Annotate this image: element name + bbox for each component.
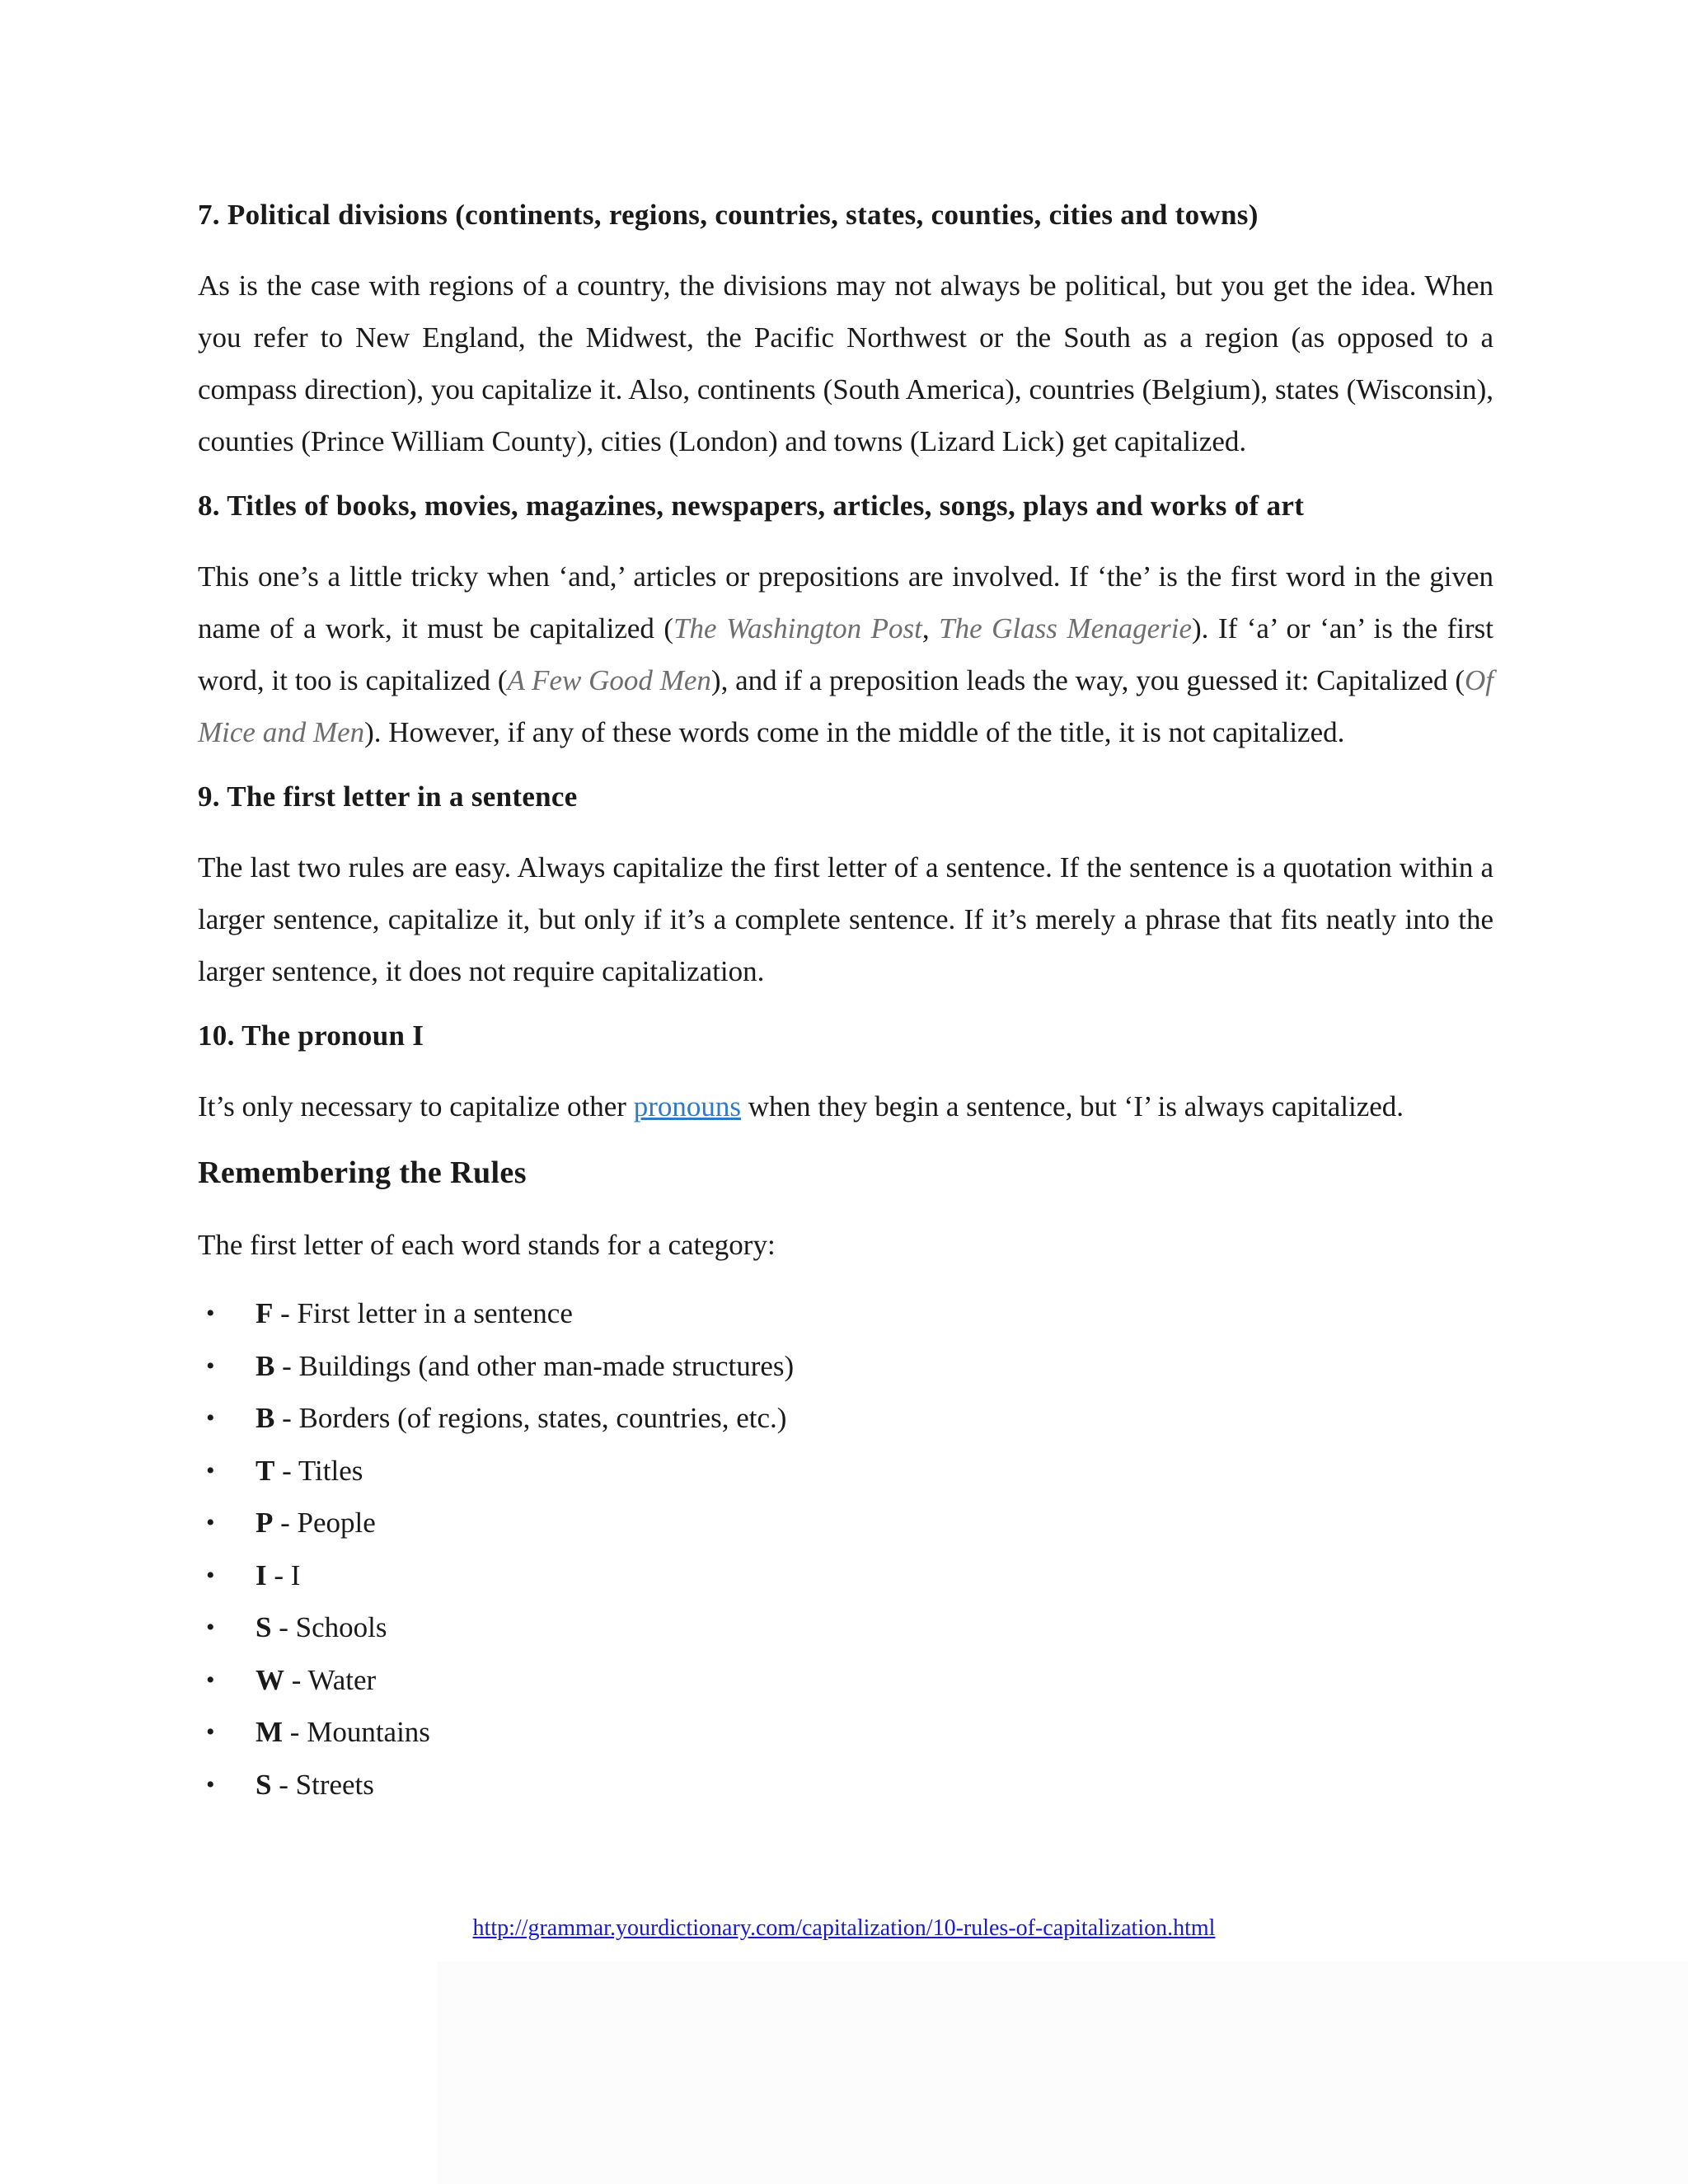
bullet-icon: • bbox=[206, 1300, 215, 1327]
bullet-icon: • bbox=[206, 1718, 215, 1746]
list-item-letter: S bbox=[256, 1611, 272, 1643]
page-shade bbox=[437, 1961, 1688, 2184]
section-8-text: ). However, if any of these words come in the middle of the title, it is not capitalized. bbox=[364, 716, 1345, 748]
list-item-text: - Schools bbox=[271, 1611, 387, 1643]
list-item-text: - Mountains bbox=[283, 1716, 430, 1748]
title-glass-menagerie: The Glass Menagerie bbox=[939, 612, 1193, 644]
list-item-letter: F bbox=[256, 1297, 274, 1329]
list-item-text: - First letter in a sentence bbox=[273, 1297, 573, 1329]
bullet-icon: • bbox=[206, 1666, 215, 1694]
list-item-text: - Streets bbox=[271, 1768, 374, 1801]
section-8-separator: , bbox=[921, 612, 940, 644]
list-item bbox=[198, 1392, 1493, 1445]
title-of-mice-and-men: Of Mice and Men bbox=[198, 664, 1493, 748]
bullet-icon: • bbox=[206, 1614, 215, 1641]
bullet-icon: • bbox=[206, 1352, 215, 1380]
bullet-icon: • bbox=[206, 1404, 215, 1432]
section-8-text: This one’s a little tricky when ‘and,’ articles or prepositions are involved. If ‘the’ is the first word in the given name of a work, it must be capitalized ( bbox=[198, 560, 1493, 644]
list-item-letter: B bbox=[256, 1349, 275, 1382]
list-item-letter: B bbox=[256, 1402, 275, 1434]
list-item bbox=[198, 1601, 1493, 1654]
bullet-icon: • bbox=[206, 1509, 215, 1536]
list-item-text: - Titles bbox=[274, 1454, 363, 1487]
source-line bbox=[0, 1915, 1688, 1942]
list-item-letter: M bbox=[256, 1716, 284, 1748]
list-item bbox=[198, 1497, 1493, 1549]
pronouns-link[interactable]: pronouns bbox=[633, 1090, 741, 1122]
title-washington-post: The Washington Post bbox=[673, 612, 922, 644]
list-item-letter: T bbox=[256, 1454, 275, 1487]
list-item-text: - I bbox=[266, 1558, 301, 1591]
section-8-text: ). If ‘a’ or ‘an’ is the first word, it too is capitalized ( bbox=[198, 612, 1493, 696]
source-link[interactable]: http://grammar.yourdictionary.com/capitalization/10-rules-of-capitalization.html bbox=[472, 1915, 1216, 1941]
title-few-good-men: A Few Good Men bbox=[507, 664, 711, 696]
section-8-body bbox=[198, 551, 1493, 758]
section-7-heading: 7. Political divisions (continents, regions, countries, states, counties, cities and towns) bbox=[198, 199, 1259, 231]
list-item-text: - Borders (of regions, states, countries, etc.) bbox=[274, 1402, 787, 1434]
list-item bbox=[198, 1340, 1493, 1393]
remembering-intro: The first letter of each word stands for a category: bbox=[198, 1229, 776, 1261]
list-item-letter: I bbox=[256, 1558, 267, 1591]
remembering-heading: Remembering the Rules bbox=[198, 1155, 527, 1190]
list-item-text: - Buildings (and other man-made structures) bbox=[274, 1349, 795, 1382]
section-10-text: It’s only necessary to capitalize other bbox=[198, 1090, 634, 1122]
list-item-text: - Water bbox=[284, 1663, 377, 1696]
list-item-letter: W bbox=[256, 1663, 284, 1696]
section-9-body: The last two rules are easy. Always capitalize the first letter of a sentence. If the sentence is a quotation within a larger sentence, capitalize it, but only if it’s a complete sentence. If it’s merely a phrase that fits neatly into the larger sentence, it does not require capitalization. bbox=[198, 851, 1493, 987]
list-item bbox=[198, 1445, 1493, 1497]
bullet-icon: • bbox=[206, 1561, 215, 1589]
list-item bbox=[198, 1549, 1493, 1602]
list-item bbox=[198, 1759, 1493, 1811]
document-body bbox=[198, 196, 1493, 1811]
list-item-letter: P bbox=[256, 1507, 274, 1539]
section-10-heading: 10. The pronoun I bbox=[198, 1019, 424, 1052]
section-9-heading: 9. The first letter in a sentence bbox=[198, 780, 578, 813]
list-item bbox=[198, 1287, 1493, 1340]
list-item bbox=[198, 1706, 1493, 1759]
list-item-text: - People bbox=[273, 1507, 376, 1539]
section-7-body: As is the case with regions of a country, the divisions may not always be political, but you get the idea. When you refer to New England, the Midwest, the Pacific Northwest or the South as a region (as opposed to a compass direction), you capitalize it. Also, continents (South America), countries (Belgium), states (Wisconsin), counties (Prince William County), cities (London) and towns (Lizard Lick) get capitalized. bbox=[198, 269, 1493, 457]
section-10-text: when they begin a sentence, but ‘I’ is always capitalized. bbox=[740, 1090, 1404, 1122]
section-8-heading: 8. Titles of books, movies, magazines, newspapers, articles, songs, plays and works of art bbox=[198, 490, 1305, 522]
section-8-text: ), and if a preposition leads the way, you guessed it: Capitalized ( bbox=[710, 664, 1465, 696]
bullet-icon: • bbox=[206, 1770, 215, 1798]
bullet-icon: • bbox=[206, 1456, 215, 1484]
section-10-body bbox=[198, 1080, 1493, 1132]
list-item-letter: S bbox=[256, 1768, 272, 1801]
mnemonic-list bbox=[198, 1287, 1493, 1811]
list-item bbox=[198, 1654, 1493, 1707]
